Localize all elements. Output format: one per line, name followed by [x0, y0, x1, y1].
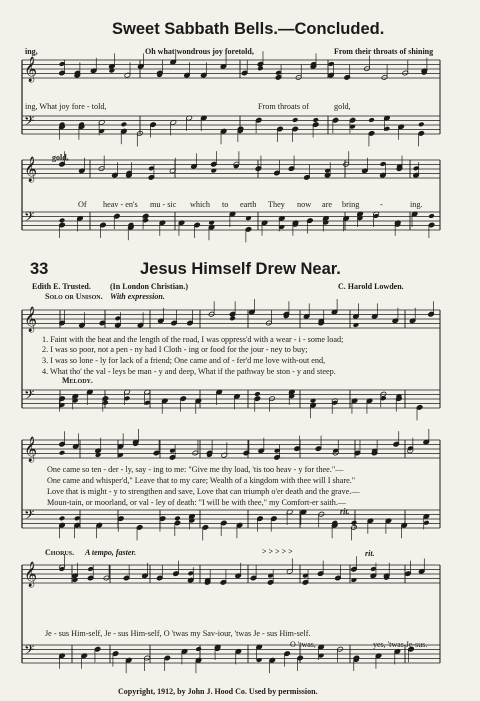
song2-number: 33	[30, 260, 49, 278]
song1-lyric: heav - en's	[103, 200, 138, 209]
verse-line: Moun-tain, or moorland, or val - ley of death: "I will be with thee," my Comfort-er saith.—	[47, 498, 347, 507]
verse-line: 2. I was so poor, not a pen - ny had I Cloth - ing or food for the jour - ney to buy;	[42, 345, 308, 354]
song2-title: Jesus Himself Drew Near.	[140, 260, 341, 278]
rit-mark: rit.	[365, 549, 375, 558]
rit-mark: rit.	[340, 507, 350, 516]
song1-lyric: now	[297, 200, 312, 209]
verse-line: One came so ten - der - ly, say - ing to me: "Give me thy load, 'tis too heav - y for thee."—	[47, 465, 344, 474]
song1-lyric: From their throats of shining	[334, 47, 434, 56]
song1-lyric: gold,	[52, 153, 69, 162]
song1-lyric: Oh what wondrous joy foretold,	[145, 47, 254, 56]
verse-line: 3. I was so lone - ly for lack of a friend; One came and of - fer'd me love with-out end,	[42, 356, 326, 365]
song1-lyric: They	[268, 200, 285, 209]
chorus-bass-lyric: O 'twas,	[290, 640, 316, 649]
svg-text:𝄢: 𝄢	[24, 209, 35, 228]
song2-direction: Solo or Unison.	[45, 292, 103, 301]
svg-text:𝄞: 𝄞	[24, 157, 38, 182]
song1-lyric: -	[380, 200, 383, 209]
verse-line: One came and whisper'd," Leave that to my care; Wealth of a kingdom with thee will I share."	[47, 476, 356, 485]
svg-text:𝄢: 𝄢	[24, 507, 35, 526]
song1-lyric: to	[222, 200, 229, 209]
song1-lyric: Of	[78, 200, 87, 209]
song2-expression: With expression.	[110, 292, 165, 301]
song2-source: (In London Christian.)	[110, 282, 189, 291]
svg-text:𝄞: 𝄞	[24, 307, 38, 332]
verse-line: 4. What tho' the val - leys be man - y and deep, What if the pathway be ston - y and steep.	[42, 367, 336, 376]
svg-text:𝄢: 𝄢	[24, 113, 35, 132]
song1-lyric: gold,	[334, 102, 351, 111]
svg-text:𝄞: 𝄞	[24, 562, 38, 587]
copyright: Copyright, 1912, by John J. Hood Co. Used by permission.	[118, 687, 318, 696]
accent-marks: > > > > >	[262, 547, 293, 556]
chorus-lyrics: Je - sus Him-self, Je - sus Him-self, O 'twas my Sav-iour, 'twas Je - sus Him-self.	[45, 629, 311, 638]
song1-lyric: which	[190, 200, 211, 209]
song1-lyric: ing, What joy fore - told,	[25, 102, 107, 111]
verse-line: 1. Faint with the heat and the length of the road, I was oppress'd with a wear - i - some load;	[42, 335, 344, 344]
svg-text:𝄞: 𝄞	[24, 57, 38, 82]
song1-lyric: ing.	[410, 200, 423, 209]
song1-lyric: earth	[240, 200, 257, 209]
song1-title: Sweet Sabbath Bells.—Concluded.	[112, 20, 385, 38]
song1-lyric: bring	[342, 200, 360, 209]
svg-text:𝄢: 𝄢	[24, 387, 35, 406]
song2-composer: C. Harold Lowden.	[338, 282, 404, 291]
chorus-expression: A tempo, faster.	[85, 548, 137, 557]
song1-lyric: mu - sic	[150, 200, 177, 209]
verse-line: Love that is might - y to strengthen and save, Love that can triumph o'er death and the grave.—	[47, 487, 360, 496]
song1-lyric: ing,	[25, 47, 38, 56]
chorus-bass-lyric: yes, 'twas Je-sus.	[373, 640, 428, 649]
song1-lyric: From throats of	[258, 102, 309, 111]
song2-author: Edith E. Trusted.	[32, 282, 91, 291]
chorus-label: Chorus.	[45, 548, 75, 557]
song1-lyric: are	[322, 200, 332, 209]
svg-text:𝄞: 𝄞	[24, 437, 38, 462]
melody-label: Melody.	[62, 376, 93, 385]
svg-text:𝄢: 𝄢	[24, 642, 35, 661]
